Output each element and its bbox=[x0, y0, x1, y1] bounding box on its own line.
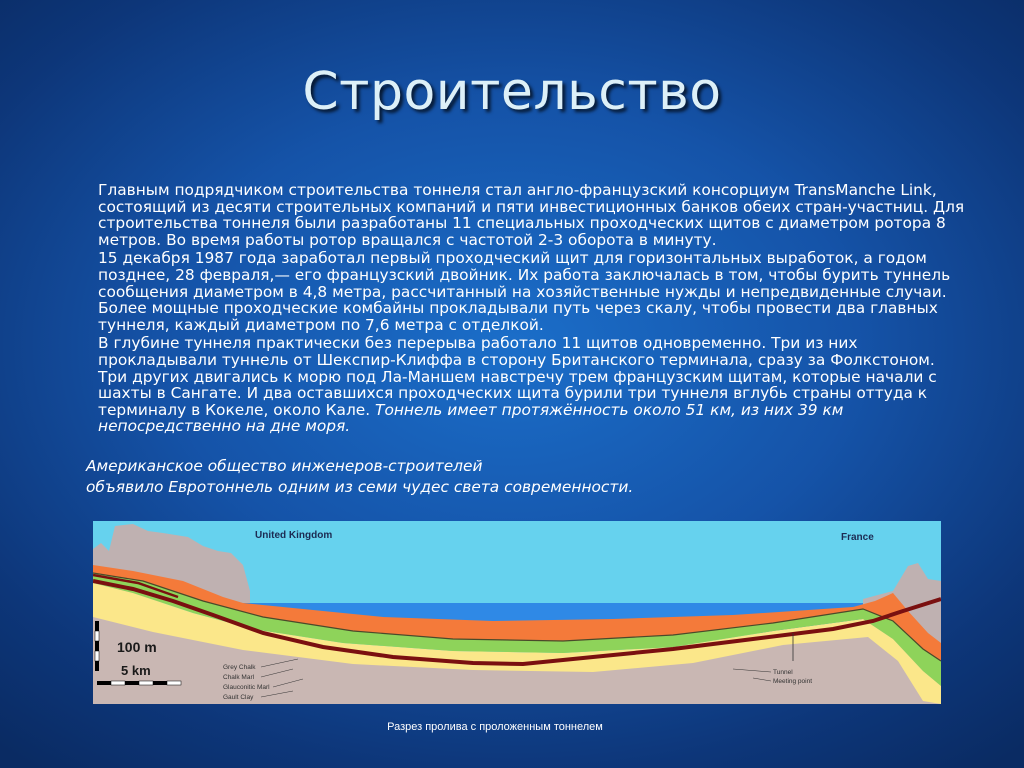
legend-grey-chalk: Grey Chalk bbox=[223, 664, 256, 671]
slide-title: Строительство bbox=[302, 62, 722, 122]
scale-vertical-label: 100 m bbox=[117, 639, 157, 655]
label-uk: United Kingdom bbox=[255, 530, 333, 541]
legend-chalk-marl: Chalk Marl bbox=[223, 674, 255, 681]
scale-horizontal-label: 5 km bbox=[121, 663, 151, 678]
label-france: France bbox=[841, 532, 874, 543]
horizontal-scale bbox=[97, 681, 181, 685]
channel-cross-section bbox=[93, 521, 941, 704]
paragraph-2: 15 декабря 1987 года заработал первый проходческий щит для горизонтальных выработок, а годом позднее, 28 февраля,— его французский двойник. Их работа заключалась в том, чтобы бурить туннель сообщения диаметром в 4,8 метра, рассчитанный на хозяйственные нужды и непредвиденные случаи. Более мощные проходческие комбайны прокладывали путь через скалу, чтобы провести два главных туннеля, каждый диаметром по 7,6 метра с отделкой. bbox=[98, 249, 951, 334]
paragraph-3-italic: Тоннель имеет протяжённость около 51 км, из них 39 км непосредственно на дне моря. bbox=[98, 400, 844, 436]
legend-gault-clay: Gault Clay bbox=[223, 694, 254, 701]
note-line-2-text: объявило Евротоннель одним из семи чудес света современности bbox=[86, 478, 629, 496]
legend-tunnel: Tunnel bbox=[773, 669, 793, 676]
legend-glauconitic-marl: Glauconitic Marl bbox=[223, 684, 270, 691]
paragraph-3-text: В глубине туннеля практически без перерыва работало 11 щитов одновременно. Три из них прокладывали туннель от Шекспир-Клиффа в сторону Британского терминала, сразу за Фолкстоном. Три других двигались к морю под Ла-Маншем навстречу трем французским щитам, которые начали с шахты в Сангате. И два оставшихся проходческих щита бурили три туннеля вглубь страны оттуда к терминалу в Кокеле, около Кале. bbox=[98, 334, 937, 419]
body-text bbox=[98, 182, 966, 437]
legend-meeting-point: Meeting point bbox=[773, 678, 813, 685]
paragraph-1: Главным подрядчиком строительства тоннеля стал англо-французский консорциум TransManche Link, состоящий из десяти строительных компаний и пяти инвестиционных банков обеих стран-участниц. Для строительства тоннеля были разработаны 11 специальных проходческих щитов с диаметром ротора 8 метров. Во время работы ротор вращался с частотой 2-3 оборота в минуту. bbox=[98, 181, 965, 249]
diagram-caption: Разрез пролива с проложенным тоннелем bbox=[387, 721, 603, 733]
vertical-scale bbox=[95, 621, 99, 671]
note-line-2 bbox=[86, 478, 633, 496]
note-line-2-end: . bbox=[628, 478, 634, 496]
note-line-1: Американское общество инженеров-строителей bbox=[86, 457, 483, 475]
paragraph-3 bbox=[98, 335, 966, 435]
